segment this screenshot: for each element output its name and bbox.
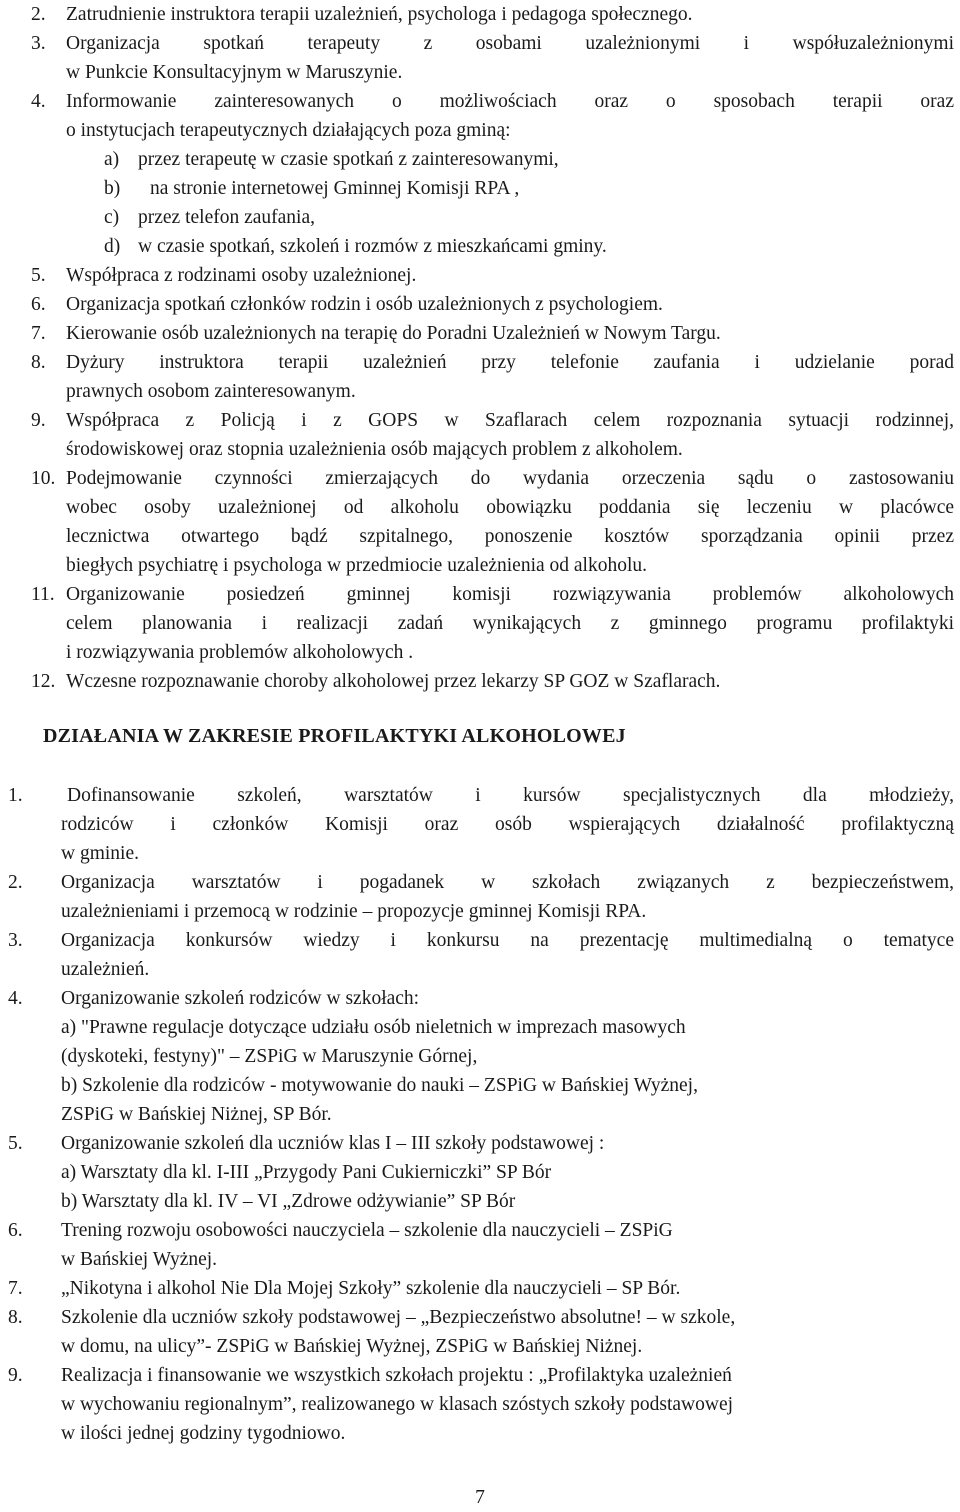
item-number: 5. [31,265,46,286]
item-text: Dyżury instruktora terapii uzależnień przy telefonie zaufania i udzielanie porad prawnych osobom zainteresowanym. [66,352,954,402]
item-text: Trening rozwoju osobowości nauczyciela – szkolenie dla nauczycieli – ZSPiG w Bańskiej Wyżnej. [61,1220,673,1270]
section-heading: DZIAŁANIA W ZAKRESIE PROFILAKTYKI ALKOHOLOWEJ [43,725,626,747]
item-number: 10. [31,468,56,489]
item-text: Szkolenie dla uczniów szkoły podstawowej – „Bezpieczeństwo absolutne! – w szkole, w domu, na ulicy”- ZSPiG w Bańskiej Wyżnej, ZSPiG w Bańskiej Niżnej. [61,1307,736,1357]
item-number: 7. [8,1278,23,1299]
item-text: Podejmowanie czynności zmierzających do wydania orzeczenia sądu o zastosowaniu wobec osoby uzależnionej od alkoholu obowiązku poddania się leczeniu w placówce lecznictwa otwartego bądź szpitalnego, ponoszenie kosztów sporządzania opinii przez biegłych psychiatrę i psychologa w przedmiocie uzależnienia od alkoholu. [66,468,954,576]
item-number: 7. [31,323,46,344]
item-text: Organizowanie szkoleń dla uczniów klas I – III szkoły podstawowej : a) Warsztaty dla kl. I-III „Przygody Pani Cukierniczki” SP Bór b) Warsztaty dla kl. IV – VI „Zdrowe odżywianie” SP Bór [61,1133,605,1212]
item-number: 11. [31,584,55,605]
item-text: Współpraca z rodzinami osoby uzależnionej. [66,265,417,286]
item-number: 6. [31,294,46,315]
item-text: Organizacja konkursów wiedzy i konkursu na prezentację multimedialną o tematyce uzależnień. [61,930,954,980]
item-text: Współpraca z Policją i z GOPS w Szaflarach celem rozpoznania sytuacji rodzinnej, środowiskowej oraz stopnia uzależnienia osób mających problem z alkoholem. [66,410,954,460]
item-number: 9. [8,1365,23,1386]
item-number: 1. [8,785,23,806]
item-text: Organizacja spotkań członków rodzin i osób uzależnionych z psychologiem. [66,294,663,315]
item-text: Wczesne rozpoznawanie choroby alkoholowej przez lekarzy SP GOZ w Szaflarach. [66,671,721,692]
item-number: 8. [8,1307,23,1328]
item-number: 9. [31,410,46,431]
item-text: Realizacja i finansowanie we wszystkich szkołach projektu : „Profilaktyka uzależnień w wychowaniu regionalnym”, realizowanego w klasach szóstych szkoły podstawowej w ilości jednej godziny tygodniowo. [61,1365,734,1444]
item-text: Organizowanie posiedzeń gminnej komisji rozwiązywania problemów alkoholowych celem planowania i realizacji zadań wynikających z gminnego programu profilaktyki i rozwiązywania problemów alkoholowych . [66,584,954,663]
item-number: 12. [31,671,56,692]
item-number: 3. [8,930,23,951]
item-text: „Nikotyna i alkohol Nie Dla Mojej Szkoły” szkolenie dla nauczycieli – SP Bór. [61,1278,681,1299]
item-text: Kierowanie osób uzależnionych na terapię do Poradni Uzależnień w Nowym Targu. [66,323,721,344]
item-number: 3. [31,33,46,54]
item-number: 5. [8,1133,23,1154]
item-number: 2. [31,4,46,25]
item-number: 4. [8,988,23,1009]
page-number: 7 [475,1487,485,1508]
item-text: Informowanie zainteresowanych o możliwościach oraz o sposobach terapii oraz o instytucjach terapeutycznych działających poza gminą: [66,91,954,141]
item-text: Organizacja warsztatów i pogadanek w szkołach związanych z bezpieczeństwem, uzależnieniami i przemocą w rodzinie – propozycje gminnej Komisji RPA. [61,872,954,922]
item-number: 6. [8,1220,23,1241]
item-text: Zatrudnienie instruktora terapii uzależnień, psychologa i pedagoga społecznego. [66,4,693,25]
item-number: 2. [8,872,23,893]
item-text: Organizowanie szkoleń rodziców w szkołach: a) "Prawne regulacje dotyczące udziału osób nieletnich w imprezach masowych (dyskoteki, festyny)" – ZSPiG w Maruszynie Górnej, b) Szkolenie dla rodziców - motywowanie do nauki – ZSPiG w Bańskiej Wyżnej, ZSPiG w Bańskiej Niżnej, SP Bór. [61,988,698,1125]
item-number: 8. [31,352,46,373]
item-number: 4. [31,91,46,112]
item-text: Dofinansowanie szkoleń, warsztatów i kursów specjalistycznych dla młodzieży, rodziców i członków Komisji oraz osób wspierających działalność profilaktyczną w gminie. [61,785,954,864]
item-text: Organizacja spotkań terapeuty z osobami uzależnionymi i współuzależnionymi w Punkcie Konsultacyjnym w Maruszynie. [66,33,954,83]
document-page: 2. Zatrudnienie instruktora terapii uzależnień, psychologa i pedagoga społecznego. 3. Organizacja spotkań terapeuty z osobami uzależnionymi i współuzależnionymi w Punkcie Konsultacyjnym w Maruszynie. 4. Informowanie zainteresowanych o możliwościach oraz o sposobach terapii oraz o instytucjach terapeutycznych działających poza gminą: a) przez terapeutę w czasie spotkań z zainteresowanymi, b) na stronie internetowej Gminnej Komisji RPA , c) przez telefon zaufania, d) w czasie spotkań, szkoleń i rozmów z mieszkańcami gminy. 5. Współpraca z rodzinami osoby uzależnionej. 6. Organizacja spotkań członków rodzin i osób uzależnionych z psychologiem. 7. Kierowanie osób uzależnionych na terapię do Poradni Uzależnień w Nowym Targu. 8. Dyżury instruktora terapii uzależnień przy telefonie zaufania i udzielanie porad prawnych osobom zainteresowanym. 9. Współpraca z Policją i z GOPS w Szaflarach celem rozpoznania sytuacji rodzinnej, środowiskowej oraz stopnia uzależnienia osób mających problem z alkoholem. 10. Podejmowanie czynności zmierzających do wydania orzeczenia sądu o zastosowaniu wobec osoby uzależnionej od alkoholu obowiązku poddania się leczeniu w placówce lecznictwa otwartego bądź szpitalnego, ponoszenie kosztów sporządzania opinii przez biegłych psychiatrę i psychologa w przedmiocie uzależnienia od alkoholu. 11. Organizowanie posiedzeń gminnej komisji rozwiązywania problemów alkoholowych celem planowania i realizacji zadań wynikających z gminnego programu profilaktyki i rozwiązywania problemów alkoholowych . 12. Wczesne rozpoznawanie choroby alkoholowej przez lekarzy SP GOZ w Szaflarach. DZIAŁANIA W ZAKRESIE PROFILAKTYKI ALKOHOLOWEJ 1. Dofinansowanie szkoleń, warsztatów i kursów specjalistycznych dla młodzieży, rodziców i członków Komisji oraz osób wspierających działalność profilaktyczną w gminie. 2. Organizacja warsztatów i pogadanek w szkołach związanych z bezpieczeństwem, uzależnieniami i przemocą w rodzinie – propozycje gminnej Komisji RPA. 3. Organizacja konkursów wiedzy i konkursu na prezentację multimedialną o tematyce uzależnień. 4. Organizowanie szkoleń rodziców w szkołach: a) "Prawne regulacje dotyczące udziału osób nieletnich w imprezach masowych (dyskoteki, festyny)" – ZSPiG w Maruszynie Górnej, b) Szkolenie dla rodziców - motywowanie do nauki – ZSPiG w Bańskiej Wyżnej, ZSPiG w Bańskiej Niżnej, SP Bór. 5. Organizowanie szkoleń dla uczniów klas I – III szkoły podstawowej : a) Warsztaty dla kl. I-III „Przygody Pani Cukierniczki” SP Bór b) Warsztaty dla kl. IV – VI „Zdrowe odżywianie” SP Bór 6. Trening rozwoju osobowości nauczyciela – szkolenie dla nauczycieli – ZSPiG w Bańskiej Wyżnej. 7. „Nikotyna i alkohol Nie Dla Mojej Szkoły” szkolenie dla nauczycieli – SP Bór. 8. Szkolenie dla uczniów szkoły podstawowej – „Bezpieczeństwo absolutne! – w szkole, w domu, na ulicy”- ZSPiG w Bańskiej Wyżnej, ZSPiG w Bańskiej Niżnej. 9. Realizacja i finansowanie we wszystkich szkołach projektu : „Profilaktyka uzależnień w wychowaniu regionalnym”, realizowanego w klasach szóstych szkoły podstawowej w ilości jednej godziny tygodniowo. 7 [0,0,960,1509]
